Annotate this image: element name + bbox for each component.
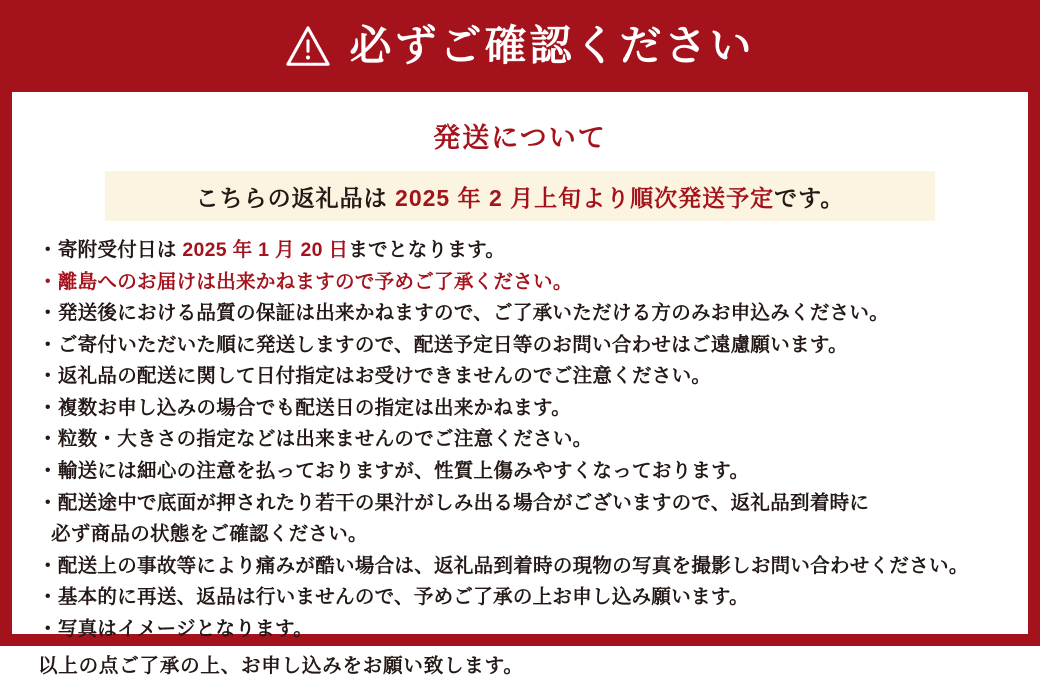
warning-triangle-icon bbox=[285, 24, 331, 70]
list-item bbox=[38, 361, 1008, 393]
list-item-text: 複数お申し込みの場合でも配送日の指定は出来かねます。 bbox=[57, 396, 572, 419]
list-item-text: 発送後における品質の保証は出来かねますので、ご了承いただける方のみお申込みください。 bbox=[57, 302, 890, 325]
shipping-schedule-banner bbox=[105, 171, 935, 221]
list-item-text: までとなります。 bbox=[348, 239, 506, 261]
list-item bbox=[38, 393, 1008, 425]
bullet-marker: ・ bbox=[38, 491, 58, 514]
section-title: 発送について bbox=[433, 123, 607, 153]
schedule-emphasis: 2025 年 2 月上旬より順次発送予定 bbox=[395, 184, 775, 211]
closing-statement: 以上の点ご了承の上、お申し込みをお願い致します。 bbox=[38, 654, 524, 677]
list-item bbox=[38, 456, 1008, 488]
list-item bbox=[38, 551, 1008, 583]
list-item-text: 寄附受付日は bbox=[57, 239, 183, 261]
list-item bbox=[38, 330, 1008, 362]
list-item bbox=[38, 424, 1008, 456]
list-item-text: 写真はイメージとなります。 bbox=[57, 617, 314, 640]
bullet-marker: ・ bbox=[38, 617, 58, 640]
notice-list bbox=[38, 235, 1008, 646]
page-title: 必ずご確認ください bbox=[349, 22, 755, 69]
bullet-marker: ・ bbox=[38, 365, 58, 388]
bullet-marker: ・ bbox=[38, 396, 58, 419]
notice-body bbox=[12, 92, 1028, 677]
list-item-text: ご寄付いただいた順に発送しますので、配送予定日等のお問い合わせはご遠慮願います。 bbox=[57, 333, 848, 356]
list-item-text: 輸送には細心の注意を払っておりますが、性質上傷みやすくなっております。 bbox=[57, 460, 750, 483]
list-item bbox=[38, 488, 1008, 520]
list-item-text: 返礼品の配送に関して日付指定はお受けできませんのでご注意ください。 bbox=[57, 365, 712, 388]
list-item-text: 離島へのお届けは出来かねますので予めご了承ください。 bbox=[57, 270, 573, 293]
bullet-marker: ・ bbox=[38, 460, 58, 483]
list-item-text: 必ず商品の状態をご確認ください。 bbox=[51, 523, 368, 546]
bullet-marker: ・ bbox=[38, 554, 58, 577]
list-item-text: 基本的に再送、返品は行いませんので、予めご了承の上お申し込み願います。 bbox=[57, 586, 749, 609]
list-item bbox=[38, 298, 1008, 330]
bullet-marker: ・ bbox=[38, 586, 58, 609]
schedule-suffix: です。 bbox=[774, 184, 845, 211]
list-item bbox=[38, 614, 1008, 646]
list-item bbox=[38, 519, 1008, 551]
bullet-marker: ・ bbox=[38, 239, 58, 261]
notice-header bbox=[0, 0, 1040, 92]
list-item-text: 配送途中で底面が押されたり若干の果汁がしみ出る場合がございますので、返礼品到着時に bbox=[57, 491, 870, 514]
list-item bbox=[38, 235, 1008, 267]
bullet-marker: ・ bbox=[38, 270, 58, 293]
schedule-prefix: こちらの返礼品は bbox=[195, 184, 396, 211]
bullet-marker: ・ bbox=[38, 302, 58, 325]
list-item bbox=[38, 582, 1008, 614]
bullet-marker: ・ bbox=[38, 428, 58, 451]
list-item-text: 粒数・大きさの指定などは出来ませんのでご注意ください。 bbox=[57, 428, 593, 451]
list-item bbox=[38, 267, 1008, 299]
list-item-text: 2025 年 1 月 20 日 bbox=[182, 239, 349, 261]
list-item-text: 配送上の事故等により痛みが酷い場合は、返礼品到着時の現物の写真を撮影しお問い合わせください。 bbox=[57, 554, 969, 577]
bullet-marker: ・ bbox=[38, 333, 58, 356]
